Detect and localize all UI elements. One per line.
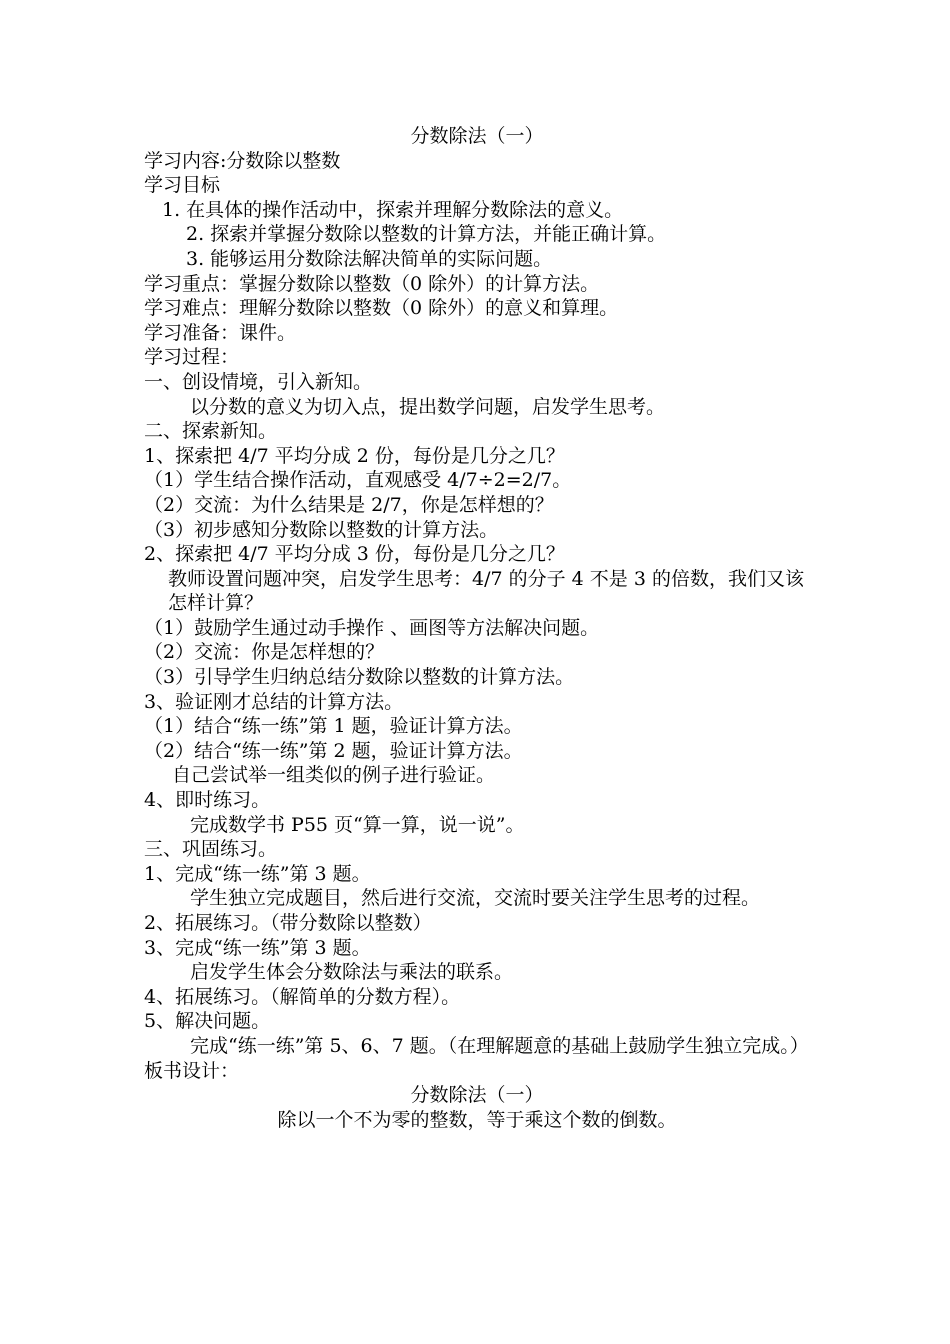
section-2-item-3b: （2）结合“练一练”第 2 题，验证计算方法。 [144,739,523,762]
goals-heading: 学习目标 [144,174,221,197]
section-1-text: 以分数的意义为切入点，提出数学问题，启发学生思考。 [190,395,666,418]
section-2-item-3: 3、验证刚才总结的计算方法。 [144,690,404,713]
section-2-item-2: 2、探索把 4/7 平均分成 3 份，每份是几分之几？ [144,543,565,566]
section-2-item-3a: （1）结合“练一练”第 1 题，验证计算方法。 [144,715,523,738]
section-3-item-1: 1、完成“练一练”第 3 题。 [144,862,371,885]
section-3-item-3-text: 启发学生体会分数除法与乘法的联系。 [190,961,514,984]
section-3-item-1-paragraph: 学生独立完成题目，然后进行交流，交流时要关注学生思考的过程。 [190,887,761,910]
board-heading: 板书设计： [144,1059,240,1082]
goal-item-2: 2. 探索并掌握分数除以整数的计算方法，并能正确计算。 [186,223,667,246]
section-3-item-5: 5、解决问题。 [144,1010,271,1033]
section-3-item-4: 4、拓展练习。（解简单的分数方程）。 [144,985,461,1008]
key-point: 学习重点：掌握分数除以整数（0 除外）的计算方法。 [144,272,600,295]
section-2-item-2b: （2）交流：你是怎样想的？ [144,641,385,664]
section-2-item-1b: （2）交流：为什么结果是 2/7，你是怎样想的？ [144,493,554,516]
section-2-item-2-text [144,567,810,616]
board-text: 除以一个不为零的整数，等于乘这个数的倒数。 [277,1108,677,1131]
section-2-item-1: 1、探索把 4/7 平均分成 2 份，每份是几分之几？ [144,444,565,467]
goal-item-3: 3. 能够运用分数除法解决简单的实际问题。 [186,247,553,270]
section-3-item-1-text [144,886,810,911]
section-2-heading: 二、探索新知。 [144,420,278,443]
section-2-item-4-text: 完成数学书 P55 页“算一算，说一说”。 [190,813,525,836]
section-3-item-2: 2、拓展练习。（带分数除以整数） [144,912,432,934]
lesson-plan-body [144,124,810,1132]
section-3-item-3: 3、完成“练一练”第 3 题。 [144,936,371,959]
section-2-item-2a: （1）鼓励学生通过动手操作 、画图等方法解决问题。 [144,616,600,639]
section-3-heading: 三、巩固练习。 [144,838,278,861]
document-title: 分数除法（一） [410,125,544,147]
difficulty: 学习难点：理解分数除以整数（0 除外）的意义和算理。 [144,297,619,320]
section-2-item-1c: （3）初步感知分数除以整数的计算方法。 [144,518,499,541]
section-2-item-1a: （1）学生结合操作活动，直观感受 4/7÷2=2/7。 [144,469,572,492]
section-3-item-5-paragraph: 完成“练一练”第 5、6、7 题。（在理解题意的基础上鼓励学生独立完成。） [190,1034,809,1057]
section-2-item-2-paragraph: 教师设置问题冲突，启发学生思考：4/7 的分子 4 不是 3 的倍数，我们又该怎样计算？ [168,567,804,615]
section-1-heading: 一、创设情境，引入新知。 [144,370,373,393]
process-heading: 学习过程： [144,346,240,369]
section-3-item-5-text [144,1034,810,1059]
section-2-item-4: 4、即时练习。 [144,789,271,812]
content-line: 学习内容:分数除以整数 [144,149,341,172]
preparation: 学习准备：课件。 [144,321,297,344]
section-2-item-2c: （3）引导学生归纳总结分数除以整数的计算方法。 [144,666,575,689]
section-2-item-3-text: 自己尝试举一组类似的例子进行验证。 [172,764,496,787]
goal-item-1: 1. 在具体的操作活动中，探索并理解分数除法的意义。 [162,198,624,221]
board-title: 分数除法（一） [410,1084,544,1107]
